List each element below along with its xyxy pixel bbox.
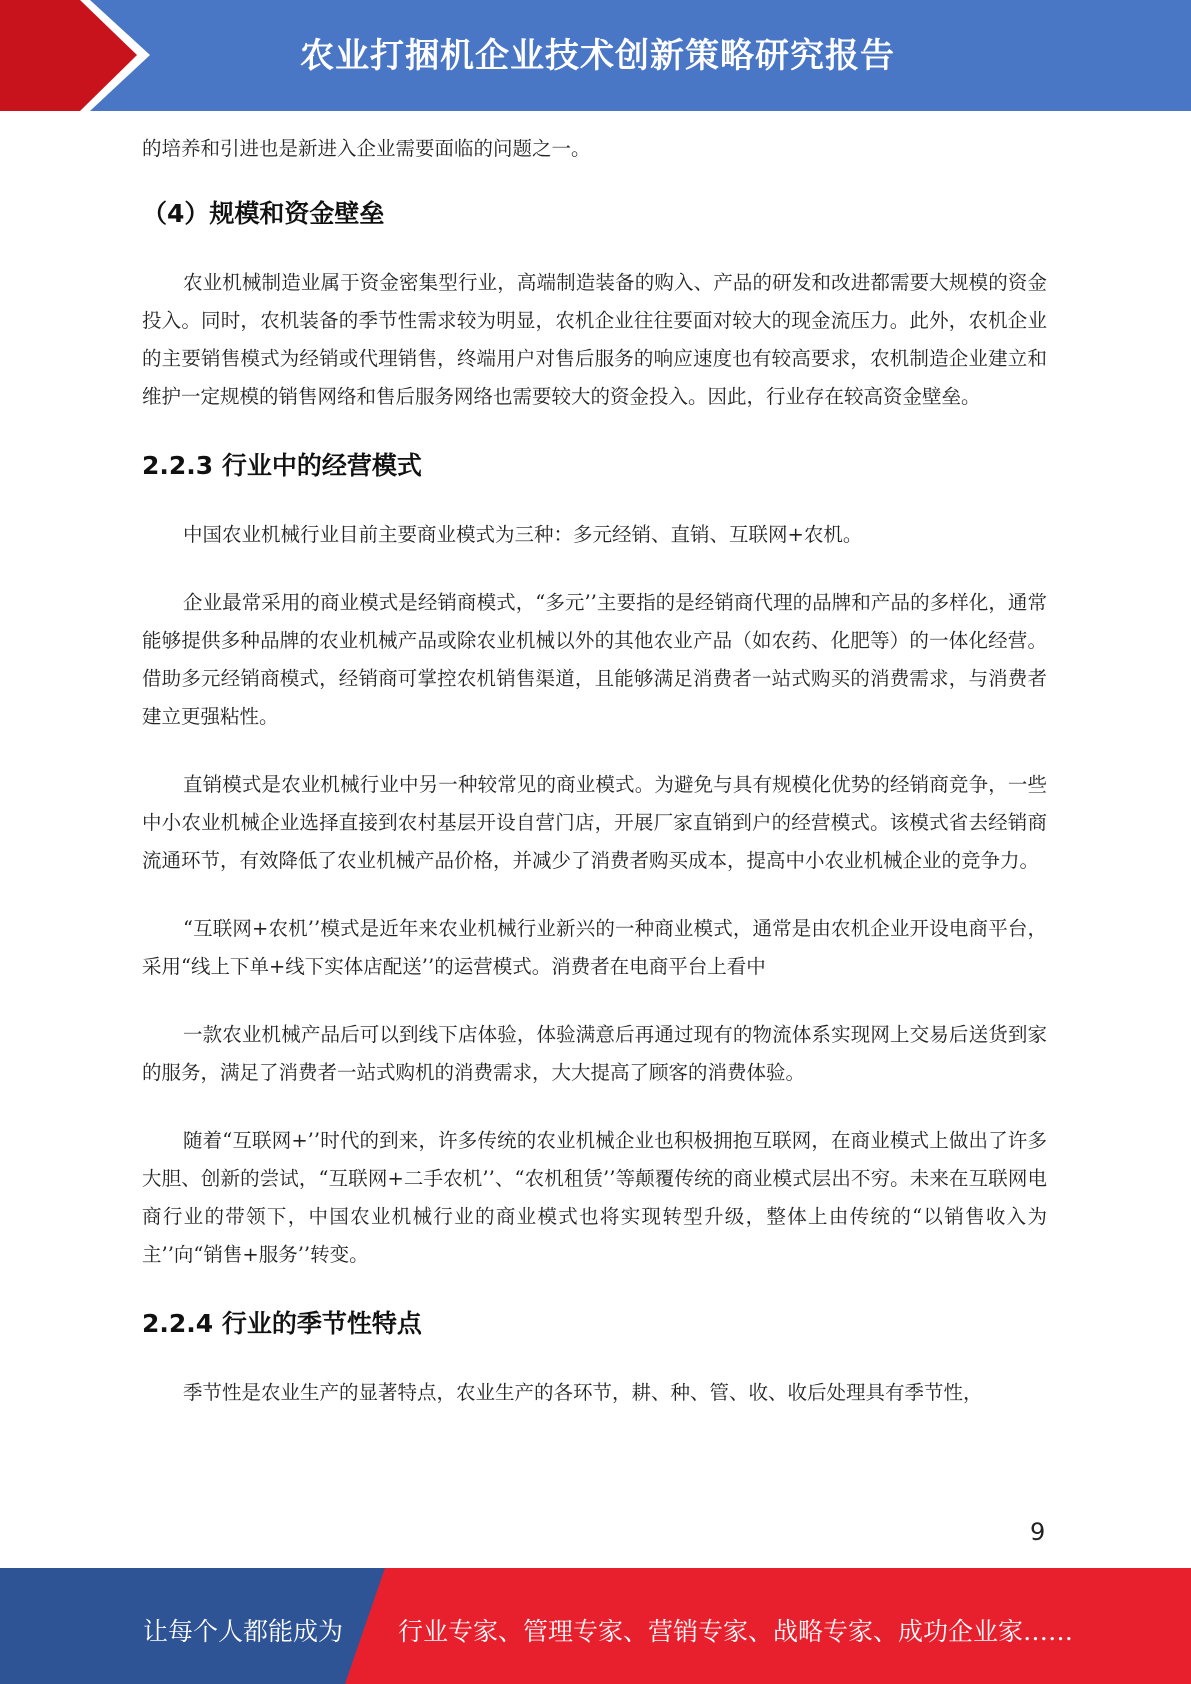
paragraph: 企业最常采用的商业模式是经销商模式，“多元’’主要指的是经销商代理的品牌和产品的多样化，通常能够提供多种品牌的农业机械产品或除农业机械以外的其他农业产品（如农药、化肥等）的一体化经营。借助多元经销商模式，经销商可掌控农机销售渠道，且能够满足消费者一站式购买的消费需求，与消费者建立更强粘性。 (142, 591, 1047, 728)
paragraph: 直销模式是农业机械行业中另一种较常见的商业模式。为避免与具有规模化优势的经销商竞争，一些中小农业机械企业选择直接到农村基层开设自营门店，开展厂家直销到户的经营模式。该模式省去经销商流通环节，有效降低了农业机械产品价格，并减少了消费者购买成本，提高中小农业机械企业的竞争力。 (142, 773, 1047, 872)
paragraph: 中国农业机械行业目前主要商业模式为三种：多元经销、直销、互联网+农机。 (183, 523, 863, 546)
document-body (142, 130, 1047, 1412)
paragraph: 季节性是农业生产的显著特点，农业生产的各环节，耕、种、管、收、收后处理具有季节性， (183, 1381, 983, 1404)
section-heading: （4）规模和资金壁垒 (142, 199, 385, 228)
page-number: 9 (1030, 1518, 1046, 1546)
footer-slogan-right: 行业专家、管理专家、营销专家、战略专家、成功企业家…… (398, 1617, 1074, 1646)
paragraph: 的培养和引进也是新进入企业需要面临的问题之一。 (142, 137, 591, 160)
section-heading: 2.2.4 行业的季节性特点 (142, 1309, 422, 1338)
page-header (0, 0, 1191, 111)
footer-slogan-left: 让每个人都能成为 (143, 1617, 344, 1646)
paragraph: “互联网+农机’’模式是近年来农业机械行业新兴的一种商业模式，通常是由农机企业开设电商平台，采用“线上下单+线下实体店配送’’的运营模式。消费者在电商平台上看中 (142, 917, 1047, 978)
paragraph: 随着“互联网+’’时代的到来，许多传统的农业机械企业也积极拥抱互联网，在商业模式上做出了许多大胆、创新的尝试，“互联网+二手农机’’、“农机租赁’’等颠覆传统的商业模式层出不穷。未来在互联网电商行业的带领下，中国农业机械行业的商业模式也将实现转型升级，整体上由传统的“以销售收入为主’’向“销售+服务’’转变。 (142, 1129, 1047, 1266)
section-heading: 2.2.3 行业中的经营模式 (142, 451, 422, 480)
header-red-chevron (0, 0, 150, 111)
paragraph: 农业机械制造业属于资金密集型行业，高端制造装备的购入、产品的研发和改进都需要大规模的资金投入。同时，农机装备的季节性需求较为明显，农机企业往往要面对较大的现金流压力。此外，农机企业的主要销售模式为经销或代理销售，终端用户对售后服务的响应速度也有较高要求，农机制造企业建立和维护一定规模的销售网络和售后服务网络也需要较大的资金投入。因此，行业存在较高资金壁垒。 (142, 271, 1047, 408)
paragraph: 一款农业机械产品后可以到线下店体验，体验满意后再通过现有的物流体系实现网上交易后送货到家的服务，满足了消费者一站式购机的消费需求，大大提高了顾客的消费体验。 (142, 1023, 1047, 1084)
document-title: 农业打捆机企业技术创新策略研究报告 (300, 36, 895, 76)
